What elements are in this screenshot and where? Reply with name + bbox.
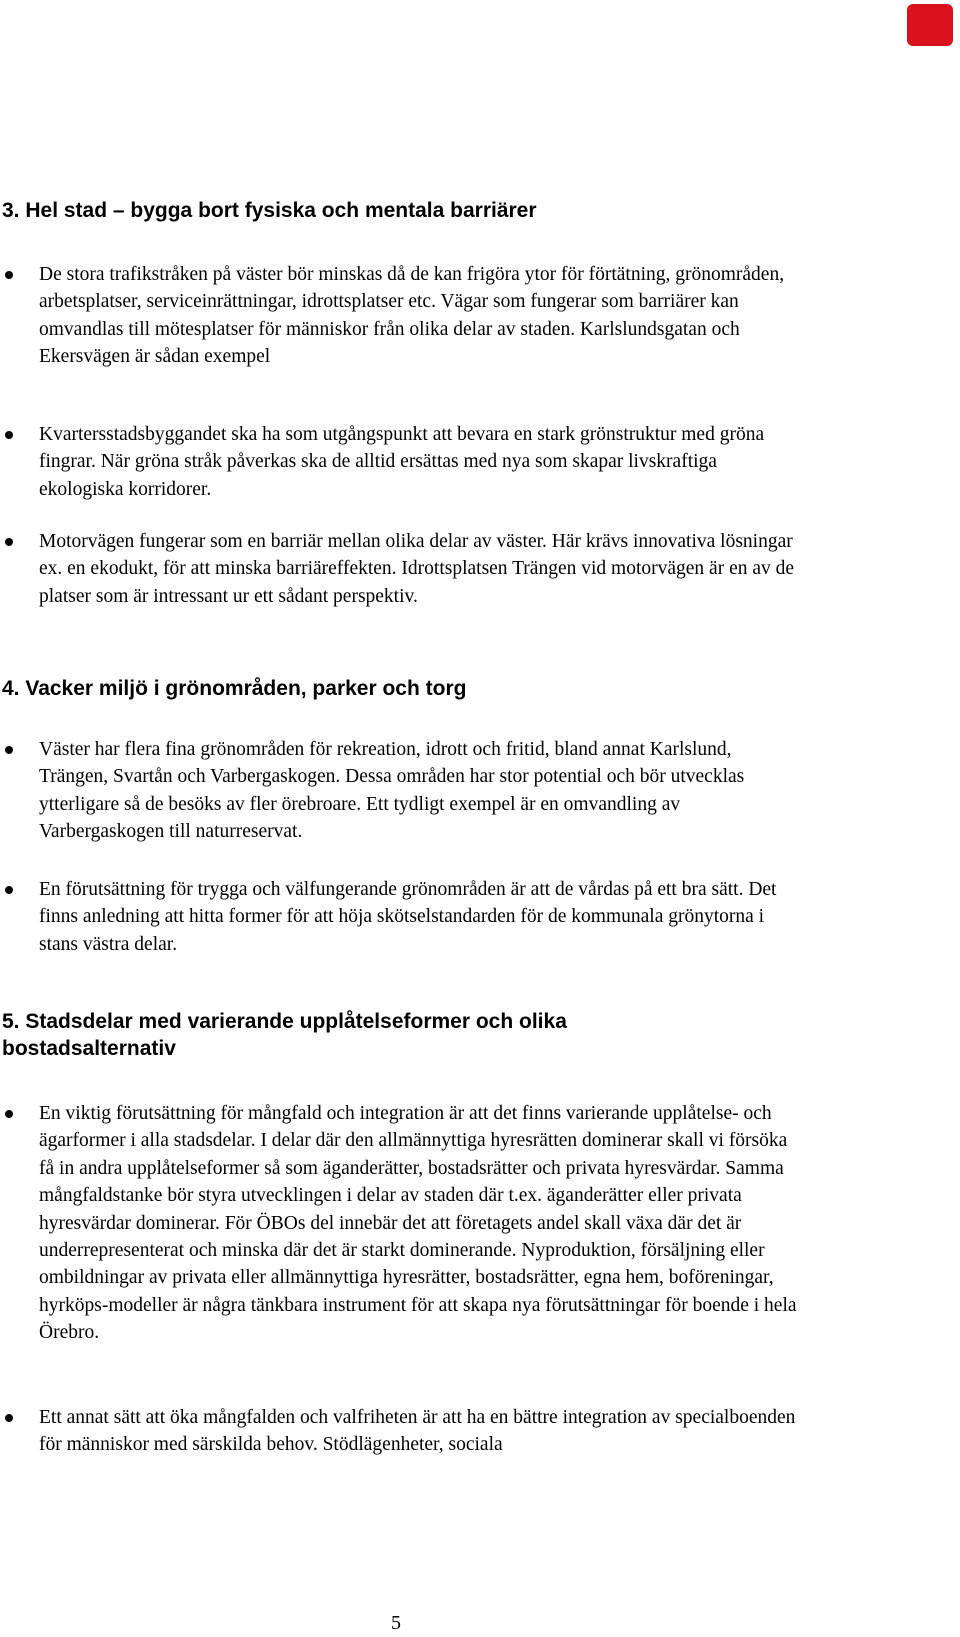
list-item — [0, 528, 820, 610]
page-number: 5 — [391, 1612, 401, 1634]
bullet-text: De stora trafikstråken på väster bör minskas då de kan frigöra ytor för förtätning, grönområden, arbetsplatser, serviceinrättningar, idrottsplatser etc. Vägar som fungerar som barriärer kan omvandlas till mötesplatser för människor från olika delar av staden. Karlslundsgatan och Ekersvägen är sådan exempel — [39, 264, 785, 368]
bullet-icon — [5, 538, 13, 546]
corner-mark — [907, 4, 953, 46]
list-item — [0, 421, 820, 503]
bullet-text: Ett annat sätt att öka mångfalden och valfriheten är att ha en bättre integration av specialboenden för människor med särskilda behov. Stödlägenheter, sociala — [39, 1407, 796, 1456]
bullet-text: Väster har flera fina grönområden för rekreation, idrott och fritid, bland annat Karlslund, Trängen, Svartån och Varbergaskogen. Dessa områden har stor potential och bör utvecklas ytterligare så de besöks av fler örebroare. Ett tydligt exempel är en omvandling av Varbergaskogen till naturreservat. — [39, 739, 745, 843]
section-heading-4: 4. Vacker miljö i grönområden, parker och torg — [2, 677, 467, 700]
list-item — [0, 876, 820, 958]
bullet-icon — [5, 1414, 13, 1422]
bullet-text: Motorvägen fungerar som en barriär mellan olika delar av väster. Här krävs innovativa lösningar ex. en ekodukt, för att minska barriäreffekten. Idrottsplatsen Trängen vid motorvägen är en av de platser som är intressant ur ett sådant perspektiv. — [39, 531, 795, 607]
bullet-icon — [5, 431, 13, 439]
bullet-icon — [5, 1110, 13, 1118]
bullet-text: Kvartersstadsbyggandet ska ha som utgångspunkt att bevara en stark grönstruktur med gröna fingrar. När gröna stråk påverkas ska de alltid ersättas med nya som skapar livskraftiga ekologiska korridorer. — [39, 424, 765, 500]
section-heading-5: 5. Stadsdelar med varierande upplåtelseformer och olika bostadsalternativ — [2, 1010, 567, 1060]
section-heading-3: 3. Hel stad – bygga bort fysiska och mentala barriärer — [2, 199, 537, 222]
list-item — [0, 261, 820, 371]
list-item — [0, 1100, 820, 1347]
bullet-icon — [5, 746, 13, 754]
bullet-text: En förutsättning för trygga och välfungerande grönområden är att de vårdas på ett bra sätt. Det finns anledning att hitta former för att höja skötselstandarden för de kommunala grönytorna i stans västra delar. — [39, 879, 777, 955]
list-item — [0, 1404, 820, 1459]
bullet-icon — [5, 886, 13, 894]
list-item — [0, 736, 820, 846]
bullet-text: En viktig förutsättning för mångfald och integration är att det finns varierande upplåtelse- och ägarformer i alla stadsdelar. I delar där den allmännyttiga hyresrätten dominerar skall vi försöka få in andra upplåtelseformer så som äganderätter, bostadsrätter och privata hyresvärdar. Samma mångfaldstanke bör styra utvecklingen i delar av staden där t.ex. äganderätter eller privata hyresvärdar dominerar. För ÖBOs del innebär det att företagets andel skall växa där det är underrepresenterat och minska där det är starkt dominerande. Nyproduktion, försäljning eller ombildningar av privata eller allmännyttiga hyresrätter, bostadsrätter, egna hem, boföreningar, hyrköps-modeller är några tänkbara instrument för att skapa nya förutsättningar för boende i hela Örebro. — [39, 1103, 797, 1344]
bullet-icon — [5, 271, 13, 279]
